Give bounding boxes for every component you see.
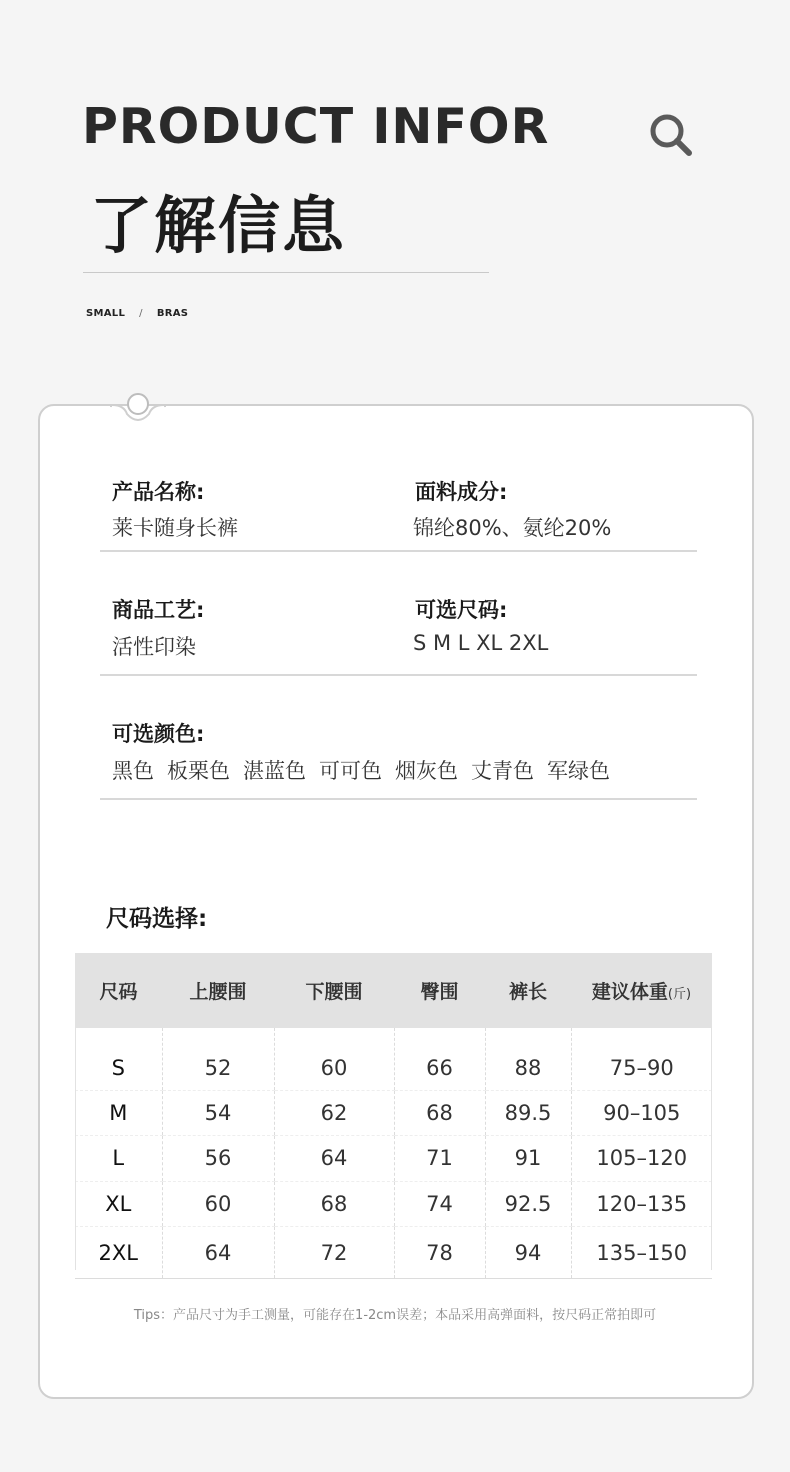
sizes-label: 可选尺码: (415, 598, 508, 622)
cell-lower-waist: 72 (274, 1227, 394, 1279)
table-row (75, 1181, 712, 1227)
product-name-value: 莱卡随身长裤 (112, 516, 238, 540)
weight-unit: (斤) (667, 987, 692, 1002)
color-option: 黑色 (112, 759, 154, 783)
cell-length: 94 (485, 1227, 571, 1279)
size-chart-table (75, 953, 712, 1279)
title-en: PRODUCT INFOR (82, 98, 550, 155)
table-row (75, 1090, 712, 1136)
header-divider (83, 272, 489, 273)
cell-size: S (75, 1028, 162, 1090)
cell-lower-waist: 68 (274, 1181, 394, 1227)
craft-label: 商品工艺: (112, 598, 205, 622)
divider (100, 674, 697, 676)
color-option: 丈青色 (471, 759, 534, 783)
cell-upper-waist: 52 (162, 1028, 274, 1090)
header-length: 裤长 (485, 953, 571, 1028)
cell-weight: 120–135 (571, 1181, 712, 1227)
search-icon[interactable] (648, 112, 694, 158)
tips-note: Tips：产品尺寸为手工测量，可能存在1-2cm误差；本品采用高弹面料，按尺码正常拍即可 (133, 1308, 657, 1323)
color-option: 烟灰色 (395, 759, 458, 783)
cell-upper-waist: 64 (162, 1227, 274, 1279)
cell-weight: 75–90 (571, 1028, 712, 1090)
product-name-label: 产品名称: (112, 480, 205, 504)
breadcrumb-item-small[interactable]: SMALL (86, 308, 126, 319)
color-option: 军绿色 (547, 759, 610, 783)
color-option: 板栗色 (167, 759, 230, 783)
cell-hip: 78 (394, 1227, 485, 1279)
cell-length: 91 (485, 1136, 571, 1182)
cell-lower-waist: 64 (274, 1136, 394, 1182)
cell-hip: 68 (394, 1090, 485, 1136)
fabric-value: 锦纶80%、氨纶20% (413, 516, 612, 540)
cell-hip: 66 (394, 1028, 485, 1090)
color-option: 湛蓝色 (243, 759, 306, 783)
table-row (75, 1028, 712, 1090)
colors-list (112, 755, 610, 785)
header-lower-waist: 下腰围 (274, 953, 394, 1028)
size-chart-title: 尺码选择: (106, 906, 208, 932)
cell-weight: 105–120 (571, 1136, 712, 1182)
cell-size: M (75, 1090, 162, 1136)
breadcrumb (86, 308, 188, 319)
color-option: 可可色 (319, 759, 382, 783)
sizes-value: S M L XL 2XL (413, 631, 549, 655)
cell-lower-waist: 62 (274, 1090, 394, 1136)
header-upper-waist: 上腰围 (162, 953, 274, 1028)
divider (100, 550, 697, 552)
cell-weight: 135–150 (571, 1227, 712, 1279)
table-row (75, 1227, 712, 1279)
hang-tag-icon (108, 386, 168, 424)
cell-lower-waist: 60 (274, 1028, 394, 1090)
divider (100, 798, 697, 800)
cell-hip: 71 (394, 1136, 485, 1182)
cell-size: 2XL (75, 1227, 162, 1279)
header-weight: 建议体重(斤) (571, 953, 712, 1028)
cell-size: L (75, 1136, 162, 1182)
cell-upper-waist: 54 (162, 1090, 274, 1136)
header-hip: 臀围 (394, 953, 485, 1028)
cell-upper-waist: 60 (162, 1181, 274, 1227)
cell-size: XL (75, 1181, 162, 1227)
table-header-row (75, 953, 712, 1028)
cell-length: 92.5 (485, 1181, 571, 1227)
breadcrumb-item-bras[interactable]: BRAS (156, 308, 189, 319)
colors-label: 可选颜色: (112, 722, 205, 746)
cell-upper-waist: 56 (162, 1136, 274, 1182)
breadcrumb-separator: / (139, 308, 143, 319)
cell-weight: 90–105 (571, 1090, 712, 1136)
craft-value: 活性印染 (112, 635, 196, 659)
fabric-label: 面料成分: (415, 480, 508, 504)
cell-length: 89.5 (485, 1090, 571, 1136)
title-cn: 了解信息 (90, 189, 347, 262)
table-row (75, 1136, 712, 1182)
header-size: 尺码 (75, 953, 162, 1028)
cell-hip: 74 (394, 1181, 485, 1227)
cell-length: 88 (485, 1028, 571, 1090)
